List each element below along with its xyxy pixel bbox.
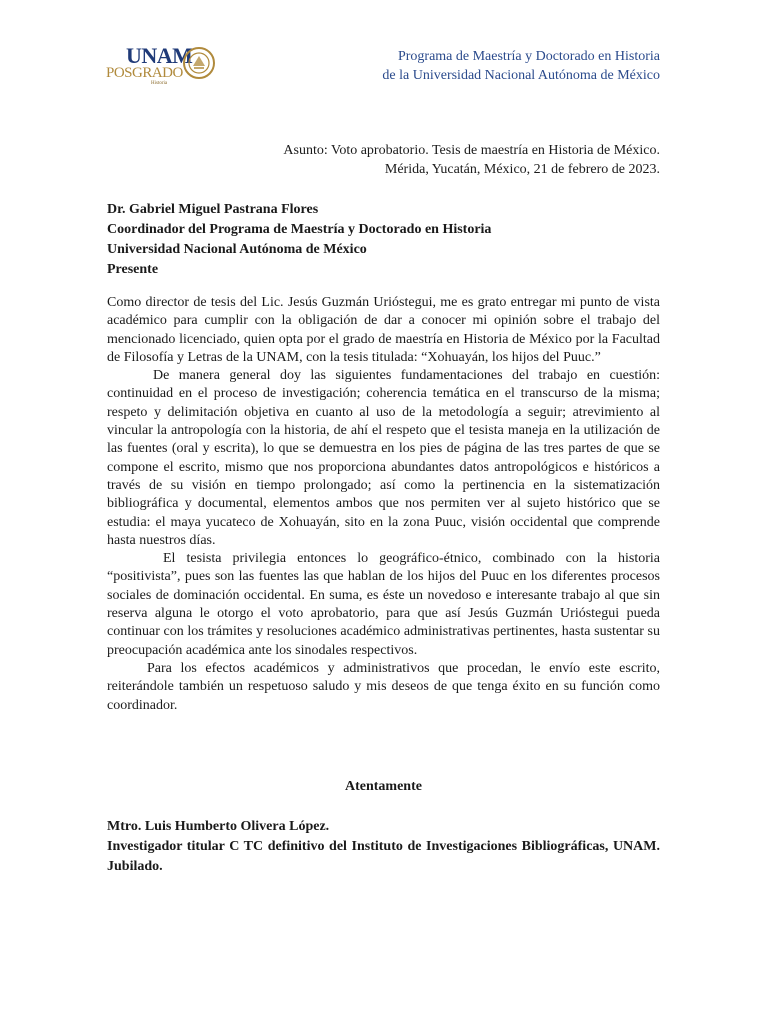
body-paragraph-2: De manera general doy las siguientes fundamentaciones del trabajo en cuestión: continuidad en el proceso de investigación; coherencia temática en el transcurso de la misma; respeto y delimitación objetiva en cuanto al uso de la metodología a seguir; atrevimiento al vincular la antropología con la historia, de ahí el respeto que el tesista maneja en la utilización de las fuentes (oral y escrita), lo que se demuestra en los pies de página de las tres partes de que se compone el escrito, mismo que nos proporciona abundantes datos antropológicos e históricos a través de su visión en tiempo prolongado; así como la pertinencia en la sistematización bibliográfica y documental, elementos ambos que nos permiten ver al sujeto histórico que se estudia: el maya yucateco de Xohuayán, sito en la zona Puuc, visión occidental que comprende hasta nuestros días. — [107, 368, 660, 548]
subject-line: Asunto: Voto aprobatorio. Tesis de maestría en Historia de México. — [283, 143, 660, 158]
logo-posgrado-text: POSGRADO — [106, 65, 183, 81]
body-paragraph-3: El tesista privilegia entonces lo geográfico-étnico, combinado con la historia “positivista”, pues son las fuentes las que hablan de los hijos del Puuc en los diferentes procesos sociales de dominación occidental. En suma, es éste un novedoso e interesante trabajo al que sin reserva alguna le otorgo el voto aprobatorio, para que así Jesús Guzmán Urióstegui pueda continuar con los trámites y resoluciones académico administrativas pertinentes, hasta sustentar su preocupación académica ante los sinodales respectivos. — [107, 551, 660, 658]
logo-unam-text: UNAM — [126, 43, 193, 68]
addressee-name: Dr. Gabriel Miguel Pastrana Flores — [107, 202, 319, 217]
place-date-line: Mérida, Yucatán, México, 21 de febrero de 2023. — [384, 162, 660, 177]
subject-block — [283, 141, 660, 179]
body-paragraph-4: Para los efectos académicos y administrativos que procedan, le envío este escrito, reiterándole también un respetuoso saludo y mis deseos de que tenga éxito en su función como coordinador. — [107, 660, 660, 713]
signer-name: Mtro. Luis Humberto Olivera López. — [107, 819, 330, 834]
addressee-greeting: Presente — [107, 262, 159, 277]
signer-title: Investigador titular C TC definitivo del Instituto de Investigaciones Bibliográficas, UNAM. Jubilado. — [107, 839, 660, 874]
letter-body — [107, 294, 660, 715]
closing-salutation: Atentamente — [345, 779, 422, 794]
addressee-block — [107, 200, 491, 280]
addressee-institution: Universidad Nacional Autónoma de México — [107, 242, 367, 257]
unam-seal-icon — [182, 46, 216, 80]
program-header — [382, 47, 660, 85]
logo-small-text: Historia — [151, 81, 168, 86]
program-line-1: Programa de Maestría y Doctorado en Historia — [397, 49, 660, 64]
addressee-role: Coordinador del Programa de Maestría y Doctorado en Historia — [107, 222, 492, 237]
body-paragraph-1: Como director de tesis del Lic. Jesús Guzmán Urióstegui, me es grato entregar mi punto de vista académico para cumplir con la obligación de dar a conocer mi opinión sobre el trabajo del mencionado licenciado, quien opta por el grado de maestría en Historia de México por la Facultad de Filosofía y Letras de la UNAM, con la tesis titulada: “Xohuayán, los hijos del Puuc.” — [107, 295, 660, 365]
signature-block — [107, 817, 660, 877]
program-line-2: de la Universidad Nacional Autónoma de México — [382, 68, 660, 83]
unam-posgrado-logo — [106, 44, 216, 88]
